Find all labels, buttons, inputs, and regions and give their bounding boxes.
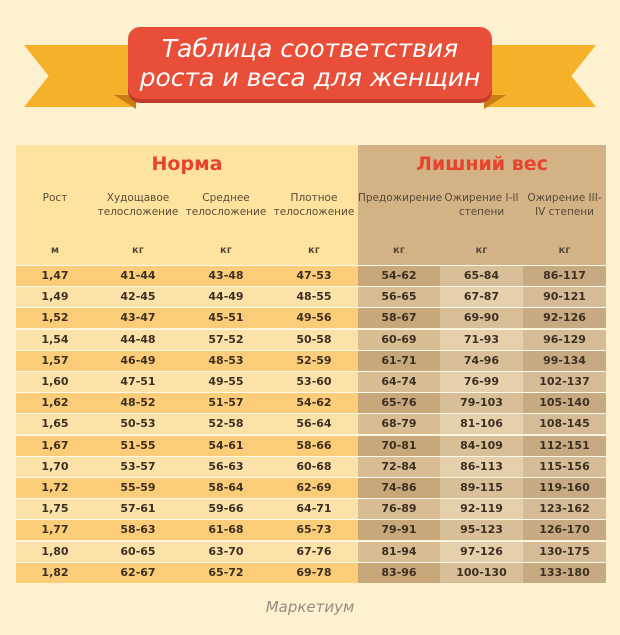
table-cell: 58-66 xyxy=(270,436,358,456)
table-cell: 72-84 xyxy=(358,457,440,477)
table-cell: 108-145 xyxy=(523,414,606,434)
table-cell: 52-58 xyxy=(182,414,270,434)
table-cell: 55-59 xyxy=(94,478,182,498)
table-cell: 63-70 xyxy=(182,542,270,562)
table-cell: 99-134 xyxy=(523,351,606,371)
unit-obesity-3-4: кг xyxy=(558,245,571,256)
table-row xyxy=(16,519,606,540)
table-cell: 53-60 xyxy=(270,372,358,392)
unit-height: м xyxy=(50,245,60,256)
table-row xyxy=(16,541,606,562)
col-header-dense: Плотное телосложение xyxy=(273,192,355,218)
col-header-height: Рост xyxy=(42,192,68,204)
table-row xyxy=(16,307,606,328)
table-cell: 43-48 xyxy=(182,266,270,286)
table-cell: 65-76 xyxy=(358,393,440,413)
table-row xyxy=(16,413,606,434)
table-cell: 126-170 xyxy=(523,520,606,540)
table-cell: 69-78 xyxy=(270,563,358,583)
table-cell: 97-126 xyxy=(440,542,523,562)
table-cell: 60-65 xyxy=(94,542,182,562)
table-cell: 57-52 xyxy=(182,330,270,350)
table-cell: 1,75 xyxy=(16,499,94,519)
table-cell: 1,60 xyxy=(16,372,94,392)
table-cell: 1,49 xyxy=(16,287,94,307)
table-cell: 92-119 xyxy=(440,499,523,519)
table-cell: 86-113 xyxy=(440,457,523,477)
table-row xyxy=(16,435,606,456)
table-cell: 69-90 xyxy=(440,308,523,328)
table-cell: 54-62 xyxy=(358,266,440,286)
title-banner xyxy=(128,27,492,99)
table-cell: 71-93 xyxy=(440,330,523,350)
table-cell: 92-126 xyxy=(523,308,606,328)
table-cell: 47-53 xyxy=(270,266,358,286)
table-cell: 1,47 xyxy=(16,266,94,286)
group-norm-label: Норма xyxy=(151,153,223,175)
unit-obesity-1-2: кг xyxy=(475,245,488,256)
col-header-average: Среднее телосложение xyxy=(185,192,267,218)
table-cell: 1,82 xyxy=(16,563,94,583)
table-cell: 70-81 xyxy=(358,436,440,456)
table-cell: 54-62 xyxy=(270,393,358,413)
table-cell: 48-53 xyxy=(182,351,270,371)
table-cell: 53-57 xyxy=(94,457,182,477)
table-row xyxy=(16,562,606,583)
table-cell: 74-86 xyxy=(358,478,440,498)
col-header-obesity-3-4: Ожирение III-IV степени xyxy=(527,192,602,218)
table-cell: 133-180 xyxy=(523,563,606,583)
table-row xyxy=(16,456,606,477)
unit-preobesity: кг xyxy=(392,245,405,256)
table-cell: 47-51 xyxy=(94,372,182,392)
table-cell: 102-137 xyxy=(523,372,606,392)
table-cell: 65-72 xyxy=(182,563,270,583)
table-cell: 44-48 xyxy=(94,330,182,350)
table-cell: 51-57 xyxy=(182,393,270,413)
table-cell: 76-89 xyxy=(358,499,440,519)
table-cell: 58-67 xyxy=(358,308,440,328)
unit-average: кг xyxy=(219,245,232,256)
table-row xyxy=(16,350,606,371)
table-cell: 1,67 xyxy=(16,436,94,456)
table-cell: 1,62 xyxy=(16,393,94,413)
group-overweight-label: Лишний вес xyxy=(416,153,548,175)
table-row xyxy=(16,329,606,350)
table-cell: 51-55 xyxy=(94,436,182,456)
table-row xyxy=(16,265,606,286)
col-header-slim: Худощавое телосложение xyxy=(97,192,179,218)
table-cell: 105-140 xyxy=(523,393,606,413)
table-cell: 1,65 xyxy=(16,414,94,434)
table-row xyxy=(16,477,606,498)
table-cell: 44-49 xyxy=(182,287,270,307)
table-cell: 115-156 xyxy=(523,457,606,477)
table-cell: 62-67 xyxy=(94,563,182,583)
table-cell: 60-68 xyxy=(270,457,358,477)
table-cell: 65-73 xyxy=(270,520,358,540)
table-row xyxy=(16,392,606,413)
table-cell: 86-117 xyxy=(523,266,606,286)
table-cell: 46-49 xyxy=(94,351,182,371)
table-cell: 64-71 xyxy=(270,499,358,519)
unit-slim: кг xyxy=(131,245,144,256)
table-cell: 60-69 xyxy=(358,330,440,350)
title-line-2: роста и веса для женщин xyxy=(139,63,481,92)
table-cell: 89-115 xyxy=(440,478,523,498)
table-cell: 84-109 xyxy=(440,436,523,456)
title-line-1: Таблица соответствия xyxy=(161,34,459,63)
table-cell: 67-87 xyxy=(440,287,523,307)
table-cell: 96-129 xyxy=(523,330,606,350)
table-cell: 43-47 xyxy=(94,308,182,328)
table-cell: 83-96 xyxy=(358,563,440,583)
footer-brand: Маркетиум xyxy=(265,598,355,616)
table-cell: 52-59 xyxy=(270,351,358,371)
table-cell: 65-84 xyxy=(440,266,523,286)
table-cell: 76-99 xyxy=(440,372,523,392)
table-cell: 41-44 xyxy=(94,266,182,286)
table-cell: 81-94 xyxy=(358,542,440,562)
table-cell: 119-160 xyxy=(523,478,606,498)
table-cell: 67-76 xyxy=(270,542,358,562)
table-cell: 123-162 xyxy=(523,499,606,519)
table-cell: 79-103 xyxy=(440,393,523,413)
table-cell: 56-64 xyxy=(270,414,358,434)
table-cell: 64-74 xyxy=(358,372,440,392)
table-cell: 54-61 xyxy=(182,436,270,456)
table-cell: 59-66 xyxy=(182,499,270,519)
table-cell: 61-68 xyxy=(182,520,270,540)
col-header-obesity-1-2: Ожирение I-II степени xyxy=(444,192,519,218)
table-cell: 48-55 xyxy=(270,287,358,307)
table-cell: 50-53 xyxy=(94,414,182,434)
table-cell: 1,57 xyxy=(16,351,94,371)
table-cell: 56-65 xyxy=(358,287,440,307)
table-cell: 62-69 xyxy=(270,478,358,498)
table-row xyxy=(16,286,606,307)
table-cell: 49-56 xyxy=(270,308,358,328)
table-cell: 79-91 xyxy=(358,520,440,540)
table-row xyxy=(16,371,606,392)
table-cell: 81-106 xyxy=(440,414,523,434)
table-cell: 61-71 xyxy=(358,351,440,371)
table-cell: 50-58 xyxy=(270,330,358,350)
table-cell: 130-175 xyxy=(523,542,606,562)
table-cell: 1,77 xyxy=(16,520,94,540)
table-cell: 1,54 xyxy=(16,330,94,350)
table-cell: 48-52 xyxy=(94,393,182,413)
table-cell: 95-123 xyxy=(440,520,523,540)
table-cell: 100-130 xyxy=(440,563,523,583)
table-cell: 1,80 xyxy=(16,542,94,562)
table-cell: 58-63 xyxy=(94,520,182,540)
height-weight-table xyxy=(16,145,606,593)
col-header-preobesity: Предожирение xyxy=(358,192,443,204)
table-cell: 56-63 xyxy=(182,457,270,477)
table-cell: 57-61 xyxy=(94,499,182,519)
table-cell: 90-121 xyxy=(523,287,606,307)
table-row xyxy=(16,498,606,519)
table-cell: 1,72 xyxy=(16,478,94,498)
table-cell: 112-151 xyxy=(523,436,606,456)
table-cell: 58-64 xyxy=(182,478,270,498)
table-cell: 49-55 xyxy=(182,372,270,392)
table-cell: 1,70 xyxy=(16,457,94,477)
unit-dense: кг xyxy=(307,245,320,256)
table-cell: 45-51 xyxy=(182,308,270,328)
table-cell: 42-45 xyxy=(94,287,182,307)
table-cell: 68-79 xyxy=(358,414,440,434)
table-cell: 1,52 xyxy=(16,308,94,328)
table-cell: 74-96 xyxy=(440,351,523,371)
